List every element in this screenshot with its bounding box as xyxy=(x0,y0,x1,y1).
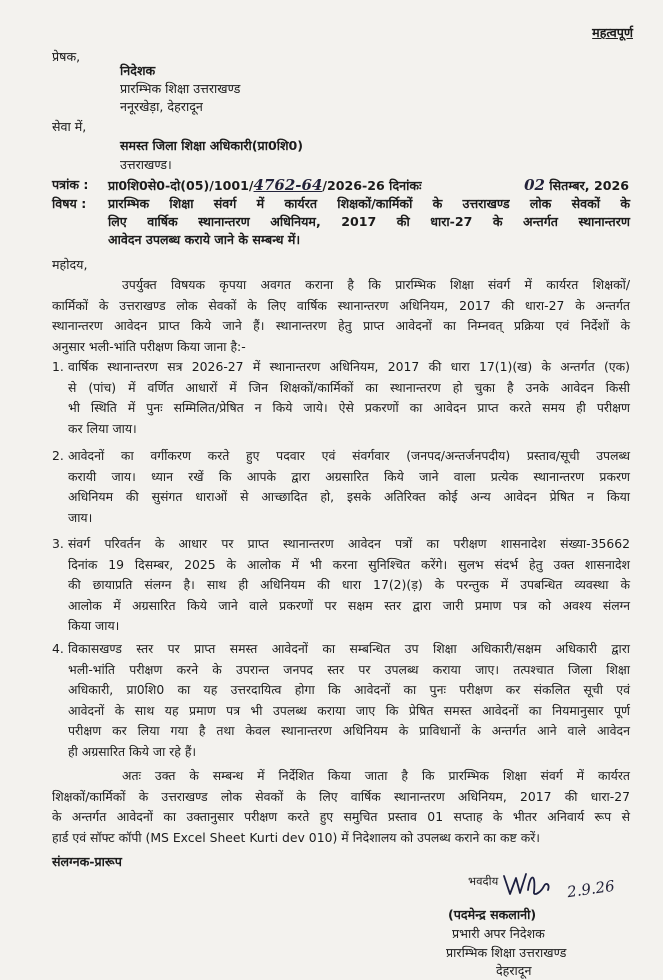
signature-date: 2.9.26 xyxy=(565,876,616,902)
sender-dept: प्रारम्भिक शिक्षा उत्तराखण्ड xyxy=(120,81,241,96)
closing-paragraph xyxy=(52,766,630,848)
paragraph-line: स्थानान्तरण आवेदन प्राप्त किये जाने हैं। स्थानान्तरण हेतु प्राप्त आवेदनों का निम्नवत् प्रक्रिया एवं निर्देशों के xyxy=(52,318,630,333)
paragraph-line: के अन्तर्गत आवेदनों का उक्तानुसार परीक्षण करते हुए समुचित प्रस्ताव 01 सप्ताह के भीतर अनिवार्य रूप से xyxy=(52,809,630,824)
point-3 xyxy=(68,534,630,637)
point-line: भी स्थिति में पुनः सम्मिलित/प्रेषित न किये जाये। ऐसे प्रकरणों का आवेदन प्राप्त करते समय ही परीक्षण xyxy=(68,400,630,415)
point-number: 2. xyxy=(52,448,64,463)
point-line: करायी जाय। ध्यान रखें कि आपके द्वारा अग्रसारित किये जाने वाला प्रत्येक स्थानान्तरण प्रकरण xyxy=(68,468,630,484)
point-line: विकासखण्ड स्तर पर प्राप्त समस्त आवेदनों का सम्बन्धित उप शिक्षा अधिकारी/सक्षम अधिकारी द्वारा xyxy=(68,641,630,656)
paragraph-line: कार्मिकों के उत्तराखण्ड लोक सेवकों के लिए वार्षिक स्थानान्तरण अधिनियम, 2017 की धारा-27 के अन्तर्गत xyxy=(52,297,630,313)
recipient-name: समस्त जिला शिक्षा अधिकारी(प्रा0शि0) xyxy=(120,138,304,153)
point-line: दिनांक 19 दिसम्बर, 2025 के आलोक में भी करना सुनिश्चित करेंगे। सुलभ संदर्भ हेतु उक्त शासनादेश xyxy=(68,556,630,572)
subject-line: लिए वार्षिक स्थानान्तरण अधिनियम, 2017 की धारा-27 के अन्तर्गत स्थानान्तरण xyxy=(108,214,630,229)
point-line: आलोक में अग्रसारित किये जाने वाले प्रकरणों पर सक्षम स्तर द्वारा जारी प्रमाण पत्र को अवश्य संलग्न xyxy=(68,597,630,613)
paragraph-line: उपर्युक्त विषयक कृपया अवगत कराना है कि प्रारम्भिक शिक्षा संवर्ग में कार्यरत शिक्षकों/ xyxy=(122,277,630,292)
ref-label: पत्रांक : xyxy=(52,177,89,192)
salutation: महोदय, xyxy=(52,257,88,272)
point-line: भली-भांति परीक्षण करने के उपरान्त जनपद स्तर पर उपलब्ध कराया जाए। तत्पश्चात जिला शिक्षा xyxy=(68,661,630,677)
yours-faithfully: भवदीय xyxy=(468,874,499,888)
signatory-dept: प्रारम्भिक शिक्षा उत्तराखण्ड xyxy=(446,945,567,960)
important-mark: महत्वपूर्ण xyxy=(592,25,633,40)
paragraph-line: हार्ड एवं सॉफ्ट कॉपी (MS Excel Sheet Kurti dev 010) में निदेशालय को उपलब्ध कराने का कष्ट करें। xyxy=(52,829,540,845)
reference-number xyxy=(108,176,422,195)
point-line: वार्षिक स्थानान्तरण सत्र 2026-27 में स्थानान्तरण अधिनियम, 2017 की धारा 17(1)(ख) के अन्तर्गत (एक) xyxy=(68,359,630,374)
paragraph-line: अनुसार भली-भांति परीक्षण किया जाना है:- xyxy=(52,338,246,354)
recipient-state: उत्तराखण्ड। xyxy=(120,157,172,172)
point-line: से (पांच) में वर्णित आधारों में जिन शिक्षकों/कार्मिकों का स्थानान्तरण हो चुका है उनके आवेदन किसी xyxy=(68,379,630,395)
ref-prefix: प्रा0शि0से0-दो(05)/1001/ xyxy=(108,178,254,193)
point-number: 4. xyxy=(52,641,64,656)
subject-line: प्रारम्भिक शिक्षा संवर्ग में कार्यरत शिक्षकों/कार्मिकों के उत्तराखण्ड लोक सेवकों के xyxy=(108,196,630,211)
intro-paragraph xyxy=(52,275,630,357)
sender-label: प्रेषक, xyxy=(52,49,81,64)
point-line: परीक्षण कर लिया गया है तथा केवल स्थानान्तरण अधिनियम के प्राविधानों के अन्तर्गत आने वाले आवेदन xyxy=(68,723,630,738)
point-4 xyxy=(68,639,630,762)
subject-label: विषय : xyxy=(52,196,87,211)
point-line: आवेदनों के साथ यह प्रमाण पत्र भी उपलब्ध कराया जाए कि प्रेषित समस्त आवेदनों का नियमानुसार पूर्ण xyxy=(68,702,630,718)
subject-text xyxy=(108,195,630,249)
signatory-designation: प्रभारी अपर निदेशक xyxy=(452,926,545,941)
subject-line: आवेदन उपलब्ध कराये जाने के सम्बन्ध में। xyxy=(108,232,301,247)
point-line: की छायाप्रति संलग्न है। साथ ही अधिनियम की धारा 17(2)(ड़) के परन्तुक में उपबन्धित व्यवस्था के xyxy=(68,577,630,592)
point-2 xyxy=(68,446,630,528)
signature-icon xyxy=(500,866,556,900)
point-line: अधिनियम की सुसंगत धाराओं से आच्छादित हो, इसके अतिरिक्त कोई अन्य आवेदन प्रेषित न किया xyxy=(68,489,630,504)
paragraph-line: शिक्षकों/कार्मिकों के उत्तराखण्ड लोक सेवकों के लिए वार्षिक स्थानान्तरण अधिनियम, 2017 की धारा-27 xyxy=(52,788,630,804)
point-line: कर लिया जाय। xyxy=(68,420,137,436)
point-line: आवेदनों का वर्गीकरण करते हुए पदवार एवं संवर्गवार (जनपद/अन्तर्जनपदीय) प्रस्ताव/सूची उपलब्ध xyxy=(68,448,630,463)
signatory-name: (पदमेन्द्र सकलानी) xyxy=(448,907,537,922)
recipient-label: सेवा में, xyxy=(52,119,87,134)
signatory-place: देहरादून xyxy=(496,963,532,978)
point-line: ही अग्रसारित किये जा रहे हैं। xyxy=(68,743,197,759)
ref-suffix: /2026-26 दिनांकः xyxy=(322,178,422,193)
point-line: जाय। xyxy=(68,509,93,525)
point-line: किया जाय। xyxy=(68,618,120,633)
sender-title: निदेशक xyxy=(120,63,156,78)
paragraph-line: अतः उक्त के सम्बन्ध में निर्देशित किया जाता है कि प्रारम्भिक शिक्षा संवर्ग में कार्यरत xyxy=(122,768,630,783)
point-number: 3. xyxy=(52,536,64,551)
handwritten-ref-number: 4762-64 xyxy=(253,176,323,194)
point-number: 1. xyxy=(52,359,64,374)
date-rest: सितम्बर, 2026 xyxy=(549,178,629,193)
handwritten-day: 02 xyxy=(524,176,545,194)
point-1 xyxy=(68,357,630,439)
letter-date xyxy=(524,176,629,195)
sender-place: ननूरखेड़ा, देहरादून xyxy=(120,99,203,114)
enclosure: संलग्नक-प्रारूप xyxy=(52,854,122,869)
point-line: संवर्ग परिवर्तन के आधार पर प्राप्त स्थानान्तरण आवेदन पत्रों का परीक्षण शासनादेश संख्या-35662 xyxy=(68,536,630,551)
point-line: अधिकारी, प्रा0शि0 का यह उत्तरदायित्व होगा कि आवेदनों का पुनः परीक्षण कर संकलित सूची एवं xyxy=(68,682,630,697)
